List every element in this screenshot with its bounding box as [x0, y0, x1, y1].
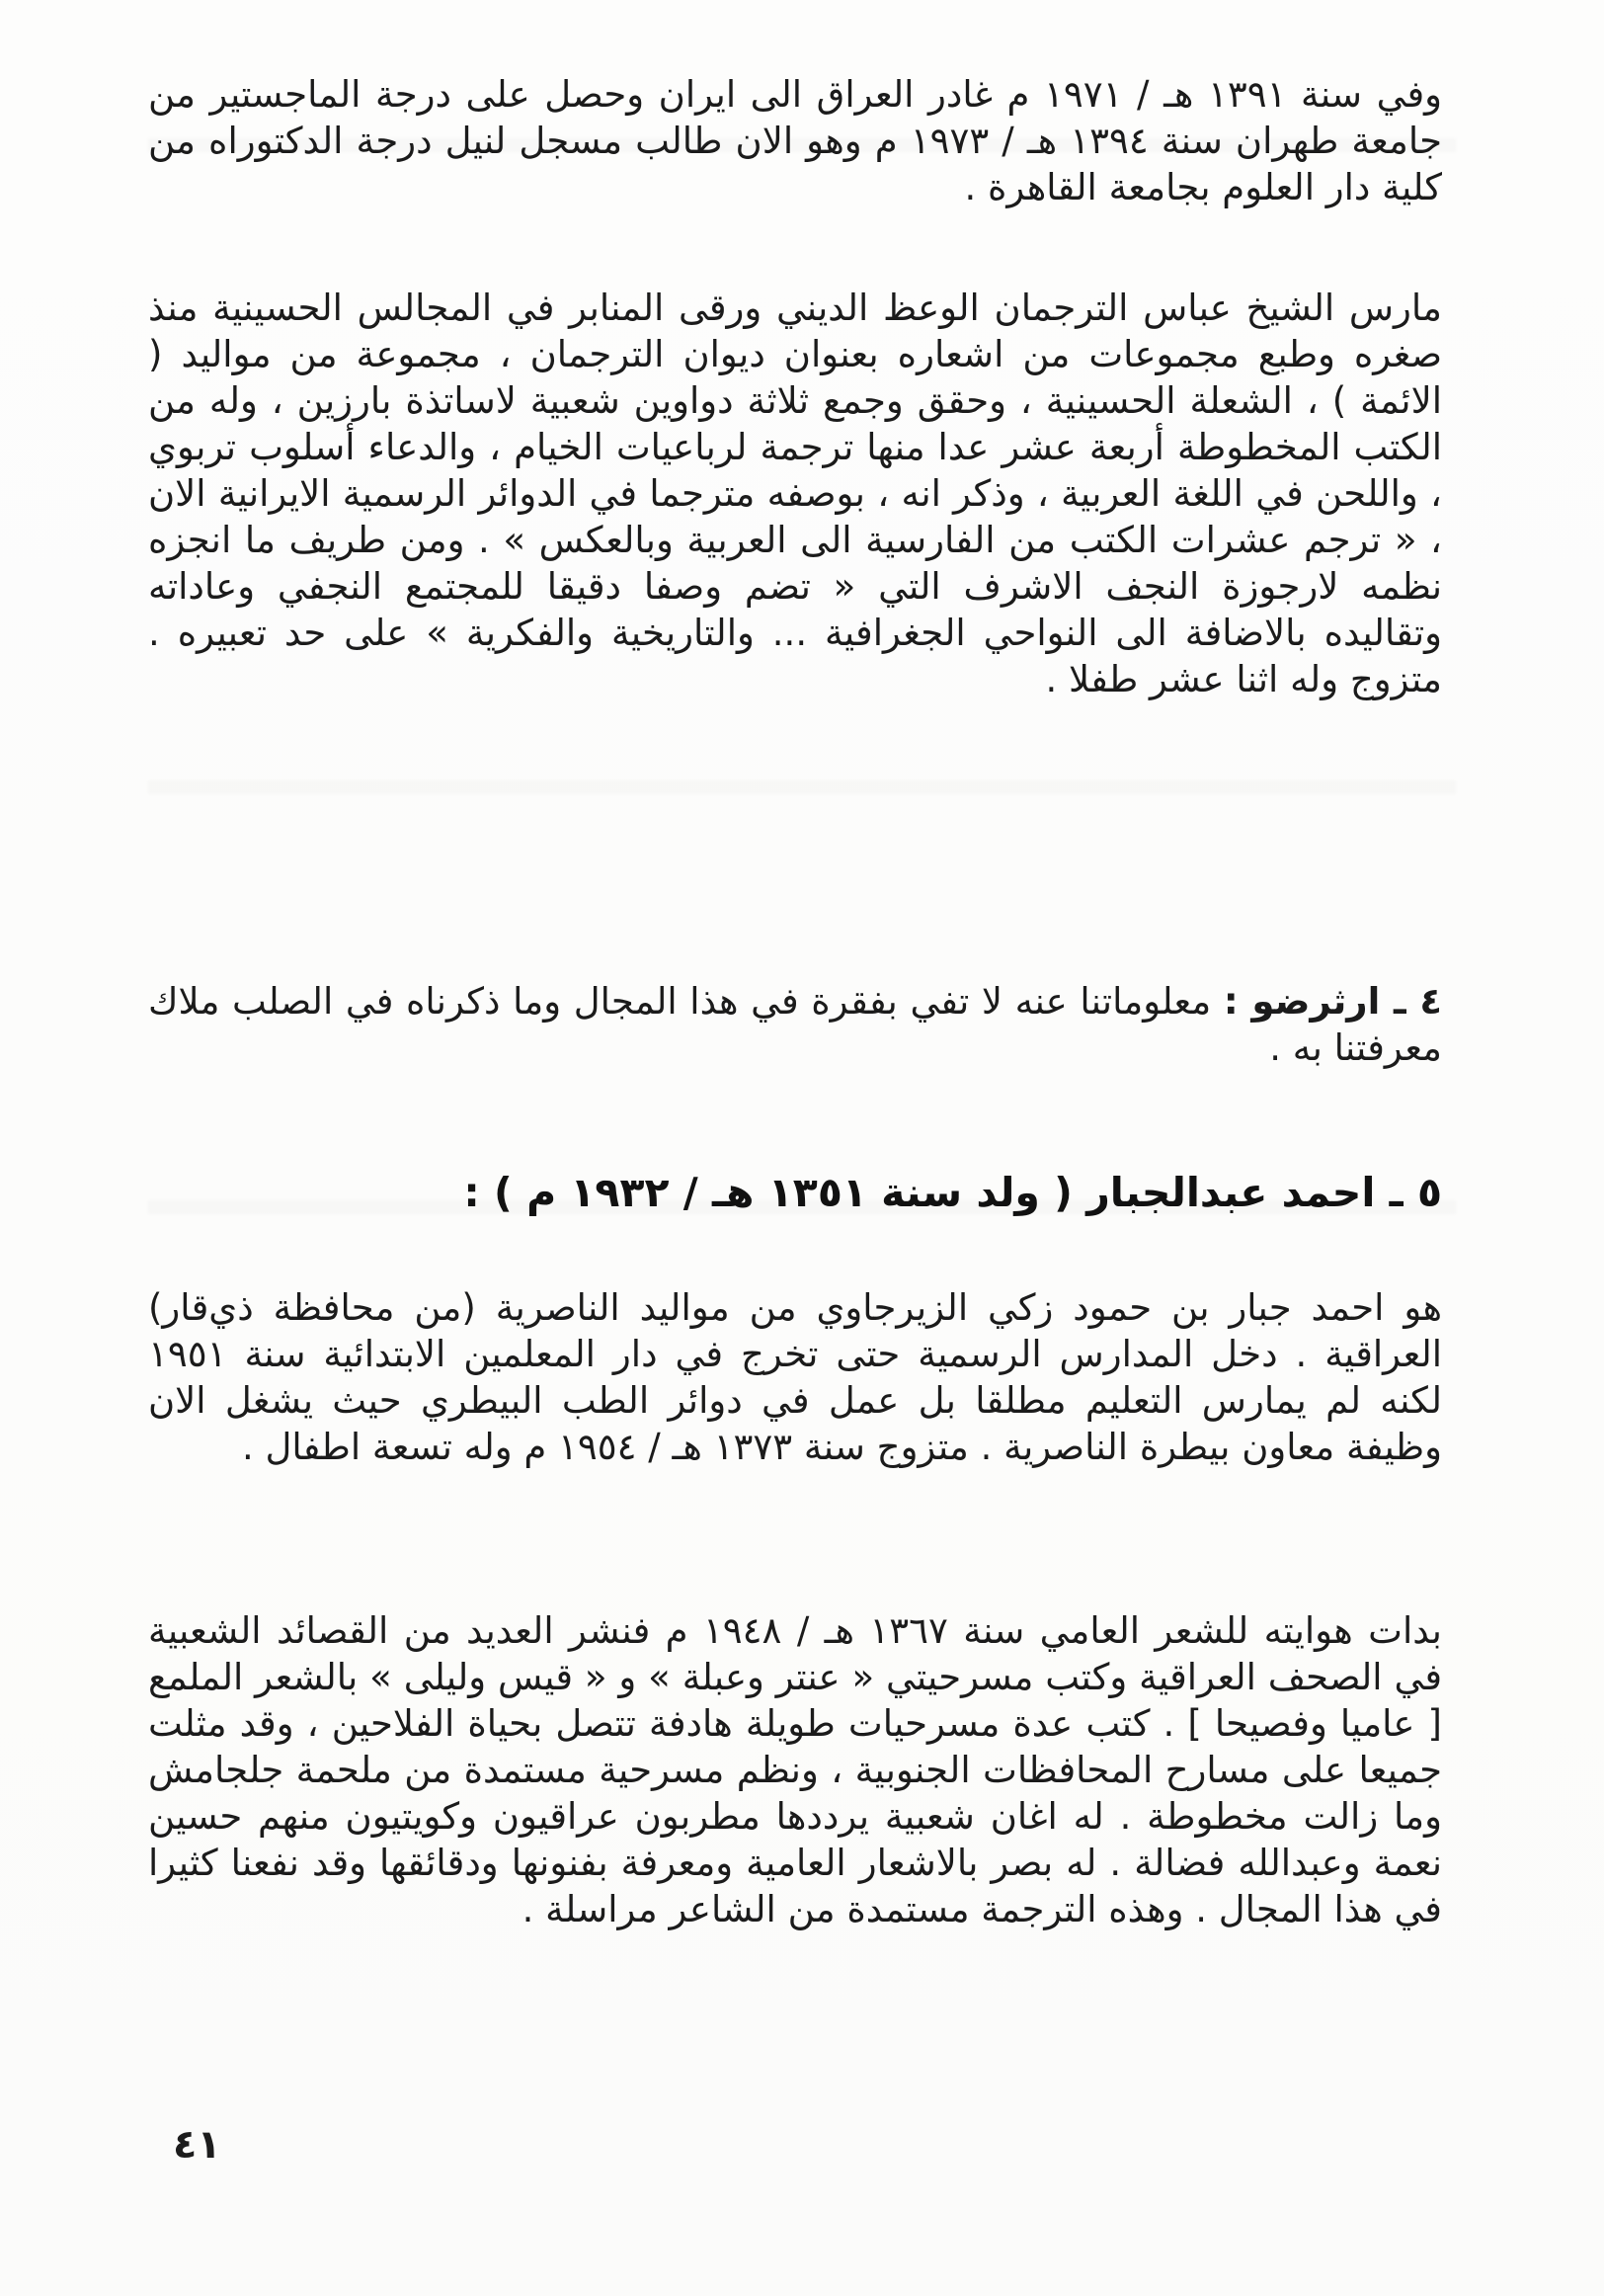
paragraph-text: مارس الشيخ عباس الترجمان الوعظ الديني ورقى المنابر في المجالس الحسينية منذ صغره وطبع مجموعات من اشعاره بعنوان ديوان الترجمان ، مجموعة من مواليد ( الائمة ) ، الشعلة الحسينية ، وحقق وجمع ثلاثة دواوين شعبية لاساتذة بارزين ، وله من الكتب المخطوطة أربعة عشر عدا منها ترجمة لرباعيات الخيام ، والدعاء أسلوب تربوي ، واللحن في اللغة العربية ، وذكر انه ، بوصفه مترجما في الدوائر الرسمية الايرانية الان ، « ترجم عشرات الكتب من الفارسية الى العربية وبالعكس » . ومن طريف ما انجزه نظمه لارجوزة النجف الاشرف التي « تضم وصفا دقيقا للمجتمع النجفي وعاداته وتقاليده بالاضافة الى النواحي الجغرافية ... والتاريخية والفكرية » على حد تعبيره . متزوج وله اثنا عشر طفلا . [148, 287, 1442, 700]
paragraph-text: بدات هوايته للشعر العامي سنة ١٣٦٧ هـ / ١٩٤٨ م فنشر العديد من القصائد الشعبية في الصحف العراقية وكتب مسرحيتي « عنتر وعبلة » و « قيس وليلى » بالشعر الملمع [ عاميا وفصيحا ] . كتب عدة مسرحيات طويلة هادفة تتصل بحياة الفلاحين ، وقد مثلت جميعا على مسارح المحافظات الجنوبية ، ونظم مسرحية مستمدة من ملحمة جلجامش وما زالت مخطوطة . له اغان شعبية يرددها مطربون عراقيون وكويتيون منهم حسين نعمة وعبدالله فضالة . له بصر بالاشعار العامية ومعرفة بفنونها ودقائقها وقد نفعنا كثيرا في هذا المجال . وهذه الترجمة مستمدة من الشاعر مراسلة . [148, 1609, 1442, 1930]
paragraph-top-2 [148, 285, 1442, 702]
section-4 [148, 978, 1442, 1071]
section-4-text: معلوماتنا عنه لا تفي بفقرة في هذا المجال وما ذكرناه في الصلب ملاك معرفتنا به . [148, 980, 1442, 1069]
paragraph-text: هو احمد جبار بن حمود زكي الزيرجاوي من مواليد الناصرية (من محافظة ذي‌قار) العراقية . دخل المدارس الرسمية حتى تخرج في دار المعلمين الابتدائية سنة ١٩٥١ لكنه لم يمارس التعليم مطلقا بل عمل في دوائر الطب البيطري حيث يشغل الان وظيفة معاون بيطرة الناصرية . متزوج سنة ١٣٧٣ هـ / ١٩٥٤ م وله تسعة اطفال . [148, 1286, 1442, 1468]
paragraph-top-1 [148, 71, 1442, 210]
section-5-paragraph-1 [148, 1284, 1442, 1470]
section-5-heading: ٥ ـ احمد عبدالجبار ( ولد سنة ١٣٥١ هـ / ١٩٣٢ م ) : [463, 1169, 1442, 1216]
section-5-paragraph-2 [148, 1607, 1442, 1932]
section-4-lead: ٤ ـ ارثرضو : [1223, 980, 1442, 1023]
page-number: ٤١ [173, 2122, 221, 2168]
bleed-through-mark [148, 780, 1456, 794]
paragraph-text: وفي سنة ١٣٩١ هـ / ١٩٧١ م غادر العراق الى ايران وحصل على درجة الماجستير من جامعة طهران سنة ١٣٩٤ هـ / ١٩٧٣ م وهو الان طالب مسجل لنيل درجة الدكتوراه من كلية دار العلوم بجامعة القاهرة . [148, 73, 1442, 208]
section-4-paragraph [148, 978, 1442, 1071]
